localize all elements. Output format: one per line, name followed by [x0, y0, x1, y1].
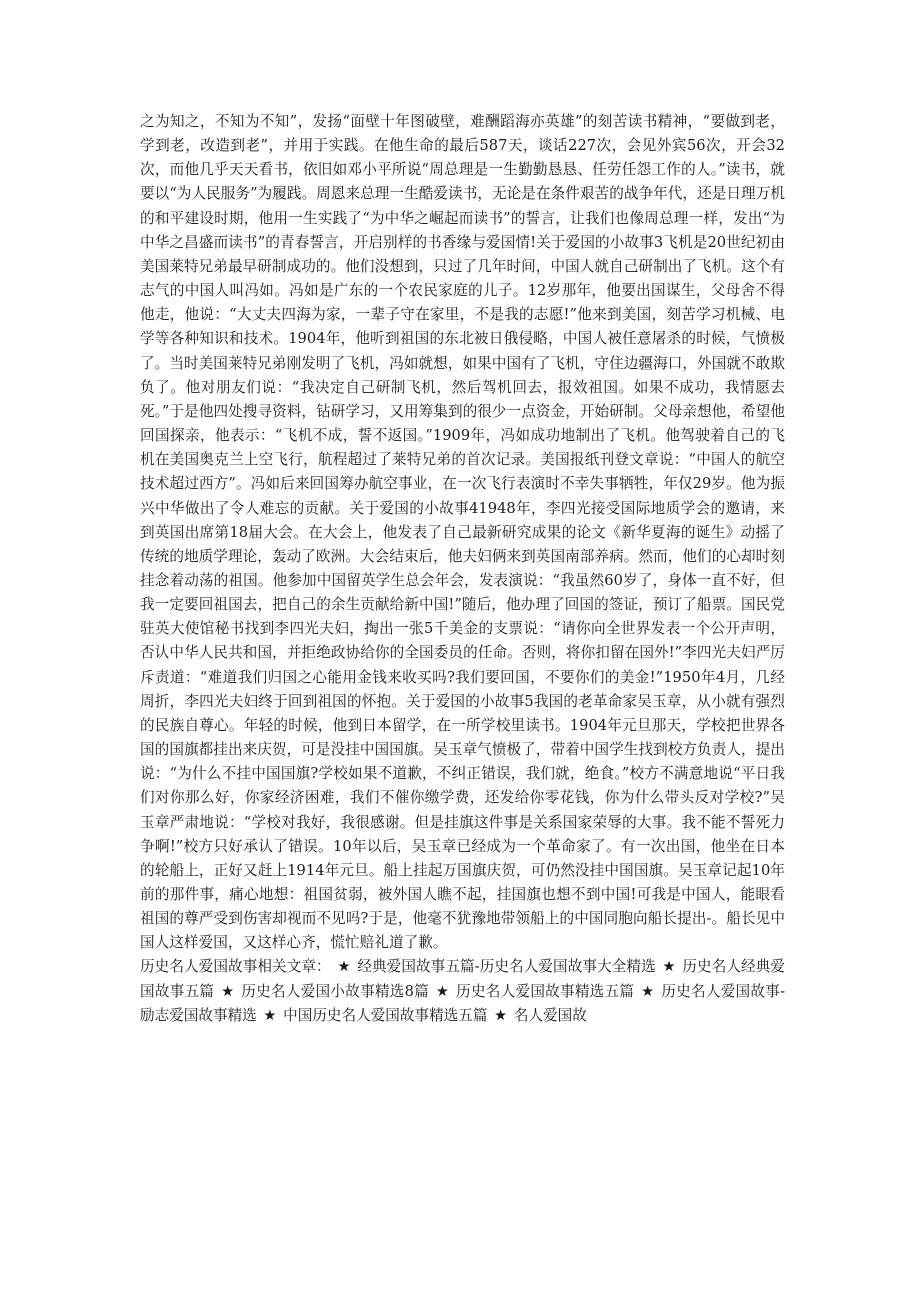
related-link[interactable]: 中国历史名人爱国故事精选五篇: [283, 1006, 488, 1024]
star-separator-icon: ★: [337, 958, 351, 976]
document-page: [140, 110, 785, 1028]
related-link[interactable]: 名人爱国故: [513, 1006, 587, 1024]
star-separator-icon: ★: [435, 982, 450, 1000]
related-link[interactable]: 历史名人爱国小故事精选8篇: [241, 982, 429, 1000]
related-articles: [140, 955, 785, 1027]
star-separator-icon: ★: [641, 982, 655, 1000]
article-body: 之为知之，不知为不知”，发扬“面壁十年图破壁，难酬蹈海亦英雄”的刻苦读书精神，“要做到老，学到老，改造到老”，并用于实践。在他生命的最后587天，谈话227次，会见外宾56次，开会32次，而他几乎天天看书，依旧如邓小平所说“周总理是一生勤勤恳恳、任劳任怨工作的人。”读书，就要以“为人民服务”为履践。周恩来总理一生酷爱读书，无论是在条件艰苦的战争年代，还是日理万机的和平建设时期，他用一生实践了“为中华之崛起而读书”的誓言，让我们也像周总理一样，发出“为中华之昌盛而读书”的青春誓言，开启别样的书香缘与爱国情!关于爱国的小故事3飞机是20世纪初由美国莱特兄弟最早研制成功的。他们没想到，只过了几年时间，中国人就自己研制出了飞机。这个有志气的中国人叫冯如。冯如是广东的一个农民家庭的儿子。12岁那年，他要出国谋生，父母舍不得他走，他说：“大丈夫四海为家，一辈子守在家里，不是我的志愿!”他来到美国，刻苦学习机械、电学等各种知识和技术。1904年，他听到祖国的东北被日俄侵略，中国人被任意屠杀的时候，气愤极了。当时美国莱特兄弟刚发明了飞机，冯如就想，如果中国有了飞机，守住边疆海口，外国就不敢欺负了。他对朋友们说：“我决定自己研制飞机，然后驾机回去，报效祖国。如果不成功，我情愿去死。”于是他四处搜寻资料，钻研学习，又用筹集到的很少一点资金，开始研制。父母亲想他，希望他回国探亲，他表示：“飞机不成，誓不返国。”1909年，冯如成功地制出了飞机。他驾驶着自己的飞机在美国奥克兰上空飞行，航程超过了莱特兄弟的首次记录。美国报纸刊登文章说：“中国人的航空技术超过西方”。冯如后来回国筹办航空事业，在一次飞行表演时不幸失事牺牲，年仅29岁。他为振兴中华做出了令人难忘的贡献。关于爱国的小故事41948年，李四光接受国际地质学会的邀请，来到英国出席第18届大会。在大会上，他发表了自己最新研究成果的论文《新华夏海的诞生》动摇了传统的地质学理论，轰动了欧洲。大会结束后，他夫妇俩来到英国南部养病。然而，他们的心却时刻挂念着动荡的祖国。他参加中国留英学生总会年会，发表演说：“我虽然60岁了，身体一直不好，但我一定要回祖国去，把自己的余生贡献给新中国!”随后，他办理了回国的签证，预订了船票。国民党驻英大使馆秘书找到李四光夫妇，掏出一张5千美金的支票说：“请你向全世界发表一个公开声明，否认中华人民共和国，并拒绝政协给你的全国委员的任命。否则，将你扣留在国外!”李四光夫妇严厉斥责道：“难道我们归国之心能用金钱来收买吗?我们要回国，不要你们的美金!”1950年4月，几经周折，李四光夫妇终于回到祖国的怀抱。关于爱国的小故事5我国的老革命家吴玉章，从小就有强烈的民族自尊心。年轻的时候，他到日本留学，在一所学校里读书。1904年元旦那天，学校把世界各国的国旗都挂出来庆贺，可是没挂中国国旗。吴玉章气愤极了，带着中国学生找到校方负责人，提出说：“为什么不挂中国国旗?学校如果不道歉，不纠正错误，我们就，绝食。”校方不满意地说“平日我们对你那么好，你家经济困难，我们不催你缴学费，还发给你零花钱，你为什么带头反对学校?”吴玉章严肃地说：“学校对我好，我很感谢。但是挂旗这件事是关系国家荣辱的大事。我不能不誓死力争啊!”校方只好承认了错误。10年以后，吴玉章已经成为一个革命家了。有一次出国，他坐在日本的轮船上，正好又赶上1914年元旦。船上挂起万国旗庆贺，可仍然没挂中国国旗。吴玉章记起10年前的那件事，痛心地想：祖国贫弱，被外国人瞧不起，挂国旗也想不到中国!可我是中国人，能眼看祖国的尊严受到伤害却视而不见吗?于是，他毫不犹豫地带领船上的中国同胞向船长提出-。船长见中国人这样爱国，又这样心齐，慌忙赔礼道了歉。: [140, 113, 785, 952]
star-separator-icon: ★: [221, 982, 235, 1000]
related-label: 历史名人爱国故事相关文章：: [140, 958, 331, 976]
related-link[interactable]: 历史名人爱国故事-励志爱国故事精选: [140, 982, 786, 1024]
star-separator-icon: ★: [263, 1006, 277, 1024]
star-separator-icon: ★: [494, 1006, 508, 1024]
related-link[interactable]: 历史名人经典爱国故事五篇: [140, 958, 785, 1000]
star-separator-icon: ★: [662, 958, 676, 976]
related-link[interactable]: 历史名人爱国故事精选五篇: [456, 982, 635, 1000]
related-link[interactable]: 经典爱国故事五篇-历史名人爱国故事大全精选: [357, 958, 656, 976]
